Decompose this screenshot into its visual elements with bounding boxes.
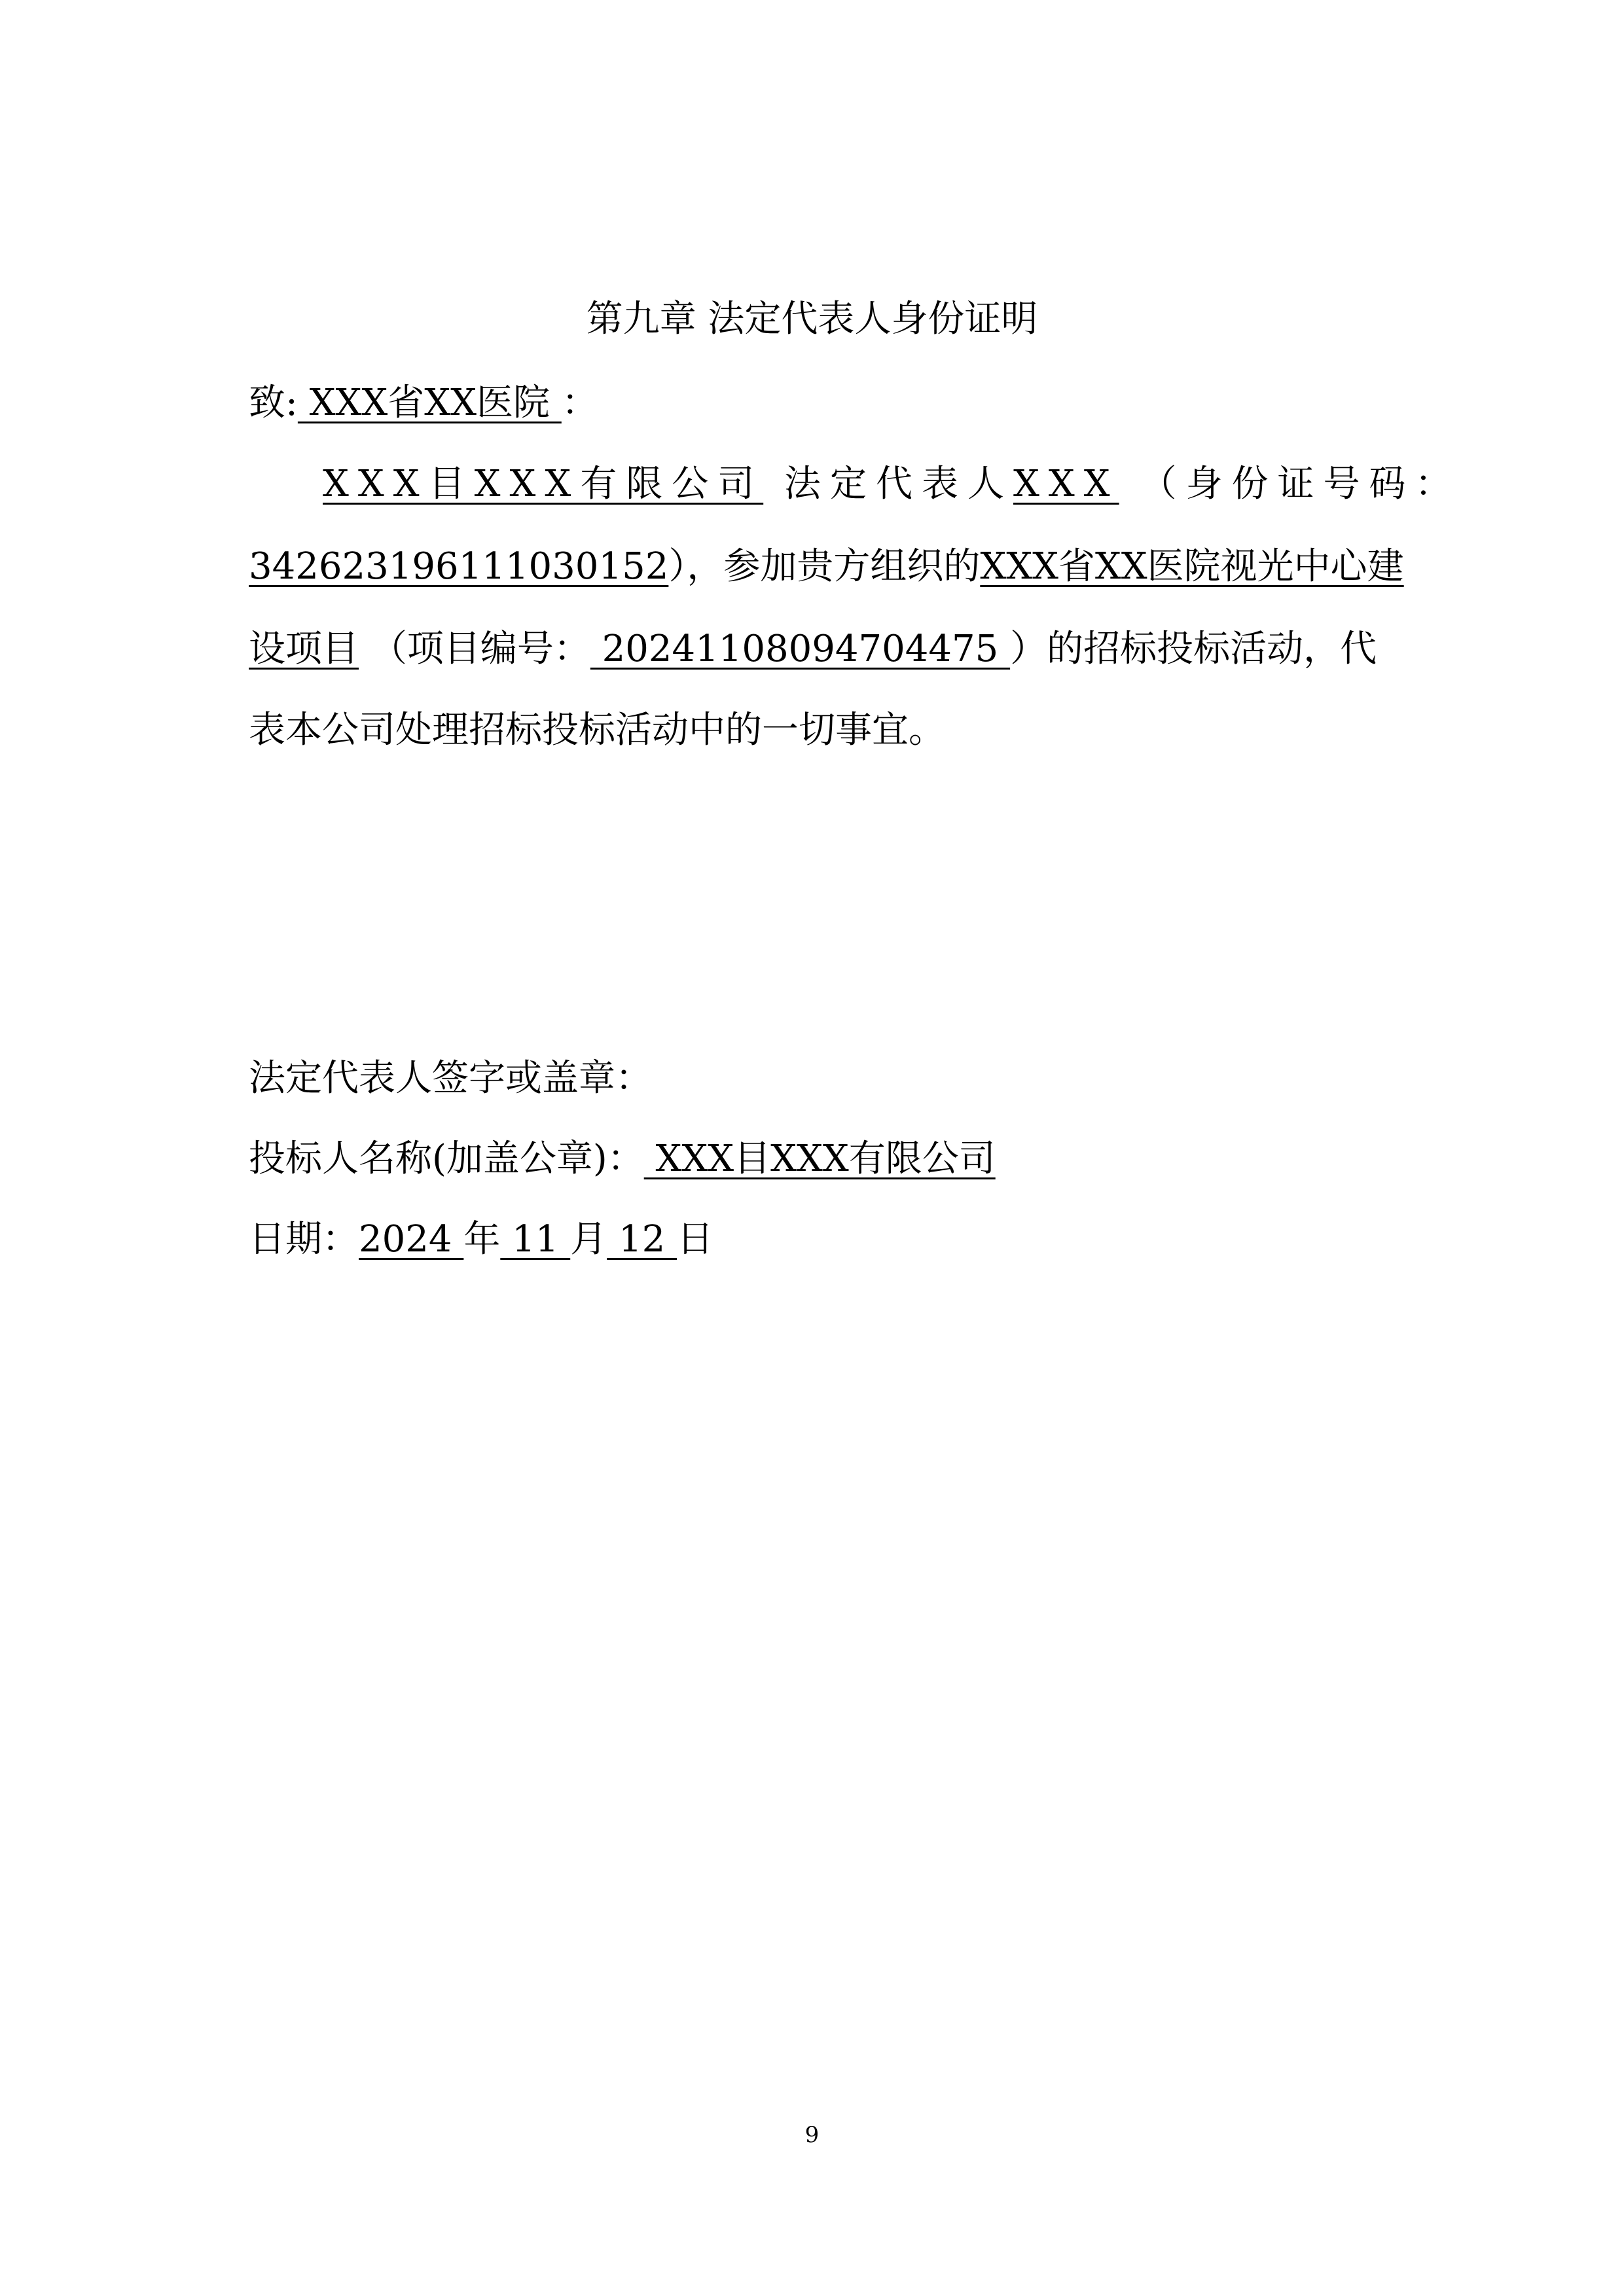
body-text-2: ）的招标投标活动，代 [1010,628,1377,670]
body-line-4 [249,707,1388,754]
salutation-suffix: ： [561,382,598,424]
date-year-unit: 年 [463,1218,501,1261]
project-no-label: （项目编号： [370,628,590,670]
recipient-name: XXX省XX医院 [297,382,562,424]
bidder-name: XXX目XXX有限公司 [643,1138,996,1180]
date-day-unit: 日 [677,1218,714,1261]
salutation-line [249,380,1388,427]
id-number: 342623196111030152 [249,545,669,588]
date-month-unit: 月 [570,1218,607,1261]
page-number: 9 [804,2122,820,2148]
company-name: XXX目XXX有限公司 [323,463,764,505]
signature-label: 法定代表人签字或盖章： [249,1057,652,1100]
body-line-3 [249,626,1388,673]
rep-name: XXX [1013,463,1119,505]
page-title: 第九章 法定代表人身份证明 [586,298,1038,340]
body-line-2 [249,543,1404,590]
body-text-1: ），参加贵方组织的 [668,545,981,588]
rep-label: 法定代表人 [784,463,1014,505]
date-year: 2024 [359,1218,464,1261]
body-text-3: 表本公司处理招标投标活动中的一切事宜。 [249,709,945,751]
salutation-prefix: 致: [249,382,298,424]
project-name-part1: XXX省XX医院视光中心建 [980,545,1404,588]
project-number: 20241108094704475 [590,628,1011,670]
date-line [249,1216,1388,1263]
bidder-line [249,1136,1388,1183]
body-line-1 [323,461,1461,508]
id-label: （身份证号码： [1140,463,1461,505]
date-label: 日期： [249,1218,359,1261]
signature-line [249,1055,1388,1102]
project-name-part2: 设项目 [249,628,359,670]
date-day: 12 [607,1218,677,1261]
date-month: 11 [500,1218,571,1261]
bidder-label: 投标人名称(加盖公章)： [249,1138,644,1180]
